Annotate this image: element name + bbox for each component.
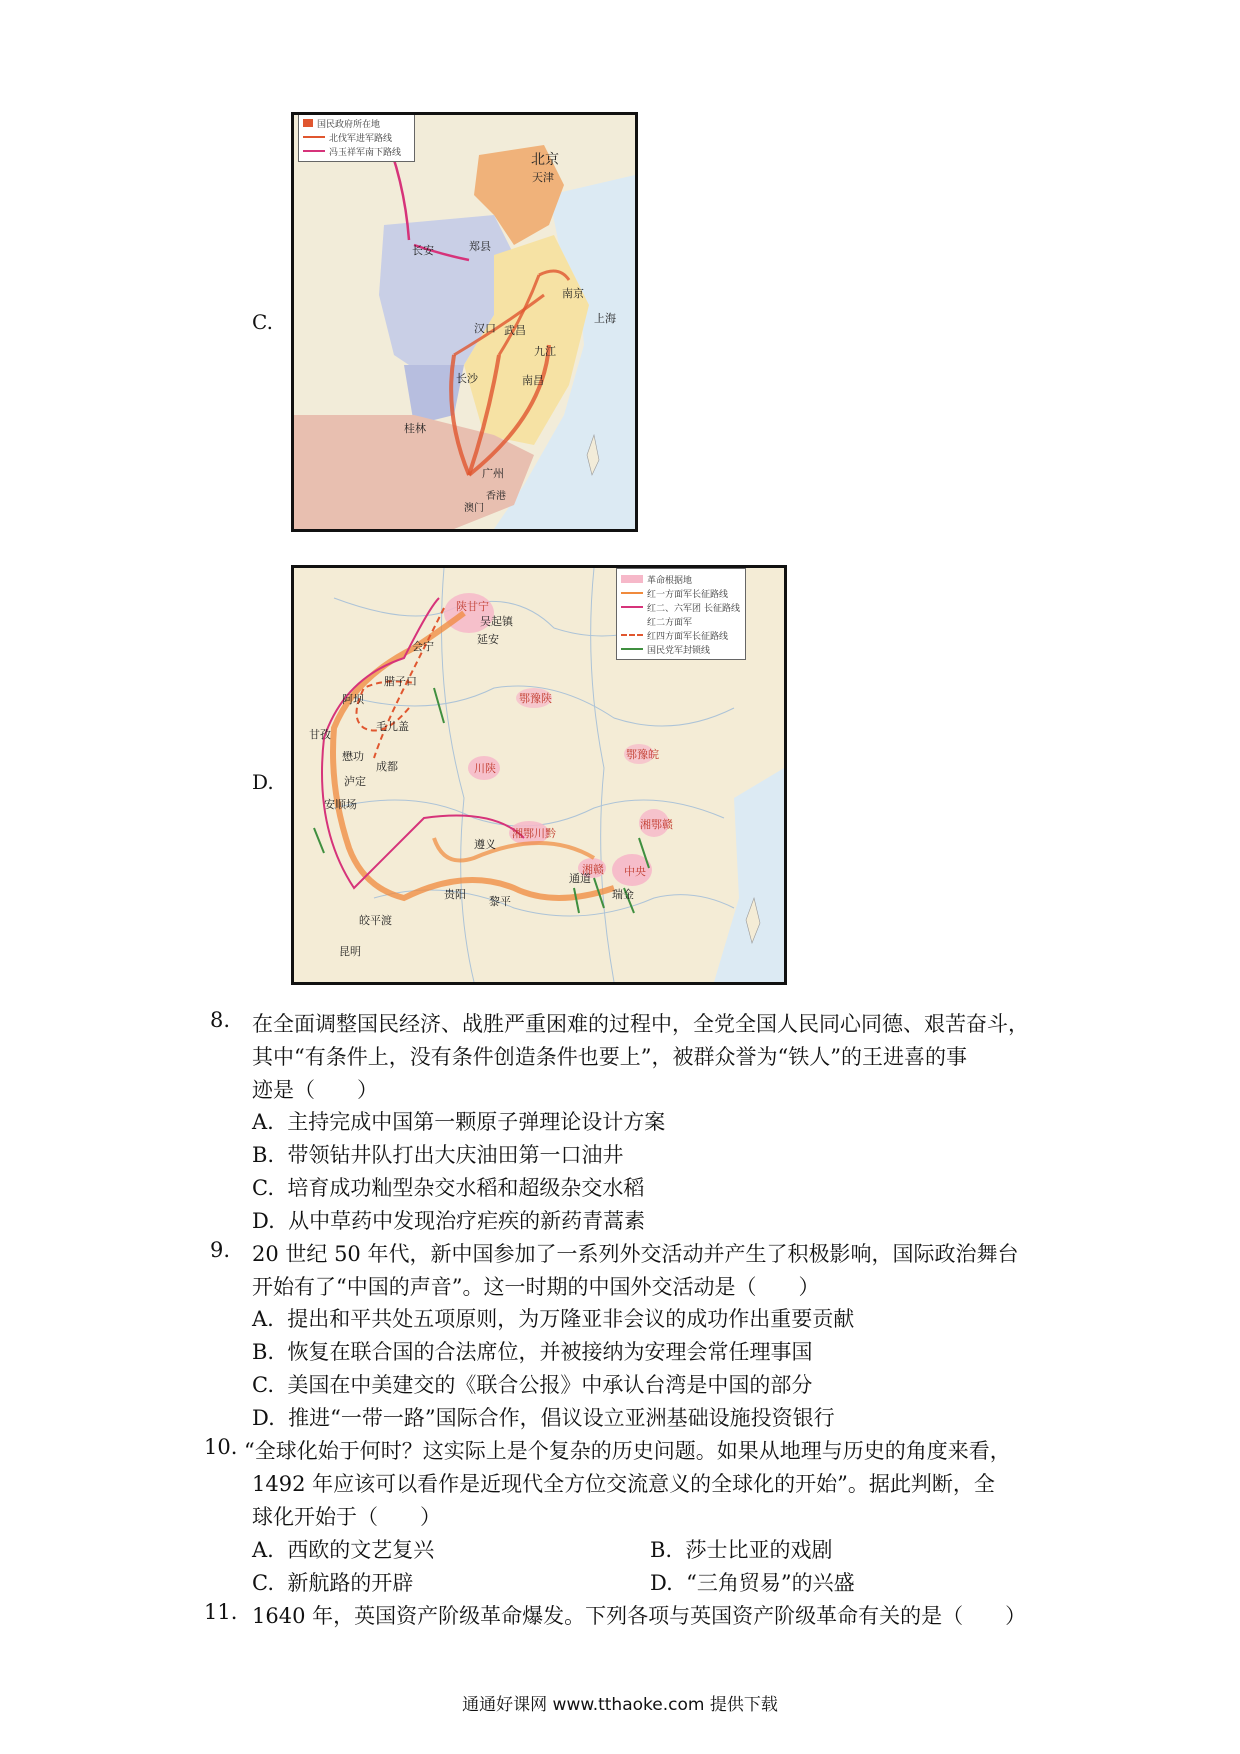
region-label: 鄂豫皖 [626, 748, 659, 761]
city-label: 汉口 [474, 322, 496, 335]
city-label: 甘孜 [309, 728, 331, 741]
q8-option-c[interactable]: C. 培育成功籼型杂交水稻和超级杂交水稻 [252, 1176, 645, 1200]
q10-option-d[interactable]: D. “三角贸易”的兴盛 [650, 1571, 855, 1595]
option-d-label: D. [252, 770, 274, 794]
city-label: 懋功 [342, 750, 364, 763]
legend-item: 红一方面军长征路线 [617, 586, 745, 600]
q9-option-d[interactable]: D. 推进“一带一路”国际合作，倡议设立亚洲基础设施投资银行 [252, 1406, 835, 1430]
option-c-label: C. [252, 310, 273, 334]
city-label: 成都 [376, 760, 398, 773]
stem-line: 开始有了“中国的声音”。这一时期的中国外交活动是（ ） [252, 1275, 820, 1299]
region-label: 湘鄂赣 [640, 818, 673, 831]
legend-item: 革命根据地 [617, 572, 745, 586]
question-8-number: 8. [210, 1008, 231, 1032]
q9-option-a[interactable]: A. 提出和平共处五项原则，为万隆亚非会议的成功作出重要贡献 [252, 1307, 855, 1331]
city-label: 遵义 [474, 838, 496, 851]
city-label: 毛儿盖 [376, 720, 409, 733]
city-label: 长安 [412, 244, 434, 257]
question-9-stem [252, 1238, 1052, 1304]
legend-item: 红二、六军团 长征路线 [617, 600, 745, 614]
city-label: 昆明 [339, 945, 361, 958]
region-label: 川陕 [474, 762, 496, 775]
question-11-number: 11. [204, 1600, 238, 1624]
q9-option-b[interactable]: B. 恢复在联合国的合法席位，并被接纳为安理会常任理事国 [252, 1340, 813, 1364]
stem-line: 其中“有条件上，没有条件创造条件也要上”，被群众誉为“铁人”的王进喜的事 [252, 1045, 967, 1069]
city-label: 澳门 [464, 503, 484, 514]
city-label: 瑞金 [612, 888, 634, 901]
map-c-graphic [294, 115, 635, 529]
legend-item: 国民党军封锁线 [617, 642, 745, 656]
legend-item: 国民政府所在地 [299, 116, 414, 130]
city-label: 安顺场 [324, 798, 357, 811]
stem-line: 球化开始于（ ） [252, 1505, 441, 1529]
map-d-legend [616, 568, 746, 660]
city-label: 黎平 [489, 895, 511, 908]
region-label: 鄂豫陕 [519, 692, 552, 705]
city-label: 南京 [562, 287, 584, 300]
map-long-march [291, 565, 787, 985]
stem-line: 在全面调整国民经济、战胜严重困难的过程中，全党全国人民同心同德、艰苦奋斗， [252, 1012, 1029, 1036]
city-label: 九江 [534, 345, 556, 358]
map-northern-expedition [291, 112, 638, 532]
q10-option-a[interactable]: A. 西欧的文艺复兴 [252, 1538, 435, 1562]
legend-item: 红二方面军 [647, 617, 693, 628]
question-8-stem [252, 1008, 1052, 1107]
q8-option-a[interactable]: A. 主持完成中国第一颗原子弹理论设计方案 [252, 1110, 666, 1134]
stem-line: 迹是（ ） [252, 1078, 378, 1102]
city-label: 郑县 [469, 240, 491, 253]
stem-line: 1492 年应该可以看作是近现代全方位交流意义的全球化的开始”。据此判断，全 [252, 1472, 995, 1496]
page-footer: 通通好课网 www.tthaoke.com 提供下载 [462, 1695, 778, 1715]
question-9-number: 9. [210, 1238, 231, 1262]
legend-item: 北伐军进军路线 [299, 130, 414, 144]
city-label: 武昌 [504, 324, 526, 337]
region-label: 湘鄂川黔 [512, 827, 556, 840]
region-label: 湘赣 [582, 863, 604, 876]
city-label: 北京 [531, 152, 559, 168]
city-label: 腊子口 [384, 675, 417, 688]
city-label: 皎平渡 [359, 914, 392, 927]
legend-item: 红四方面军长征路线 [617, 628, 745, 642]
city-label: 广州 [482, 467, 504, 480]
q9-option-c[interactable]: C. 美国在中美建交的《联合公报》中承认台湾是中国的部分 [252, 1373, 813, 1397]
q8-option-b[interactable]: B. 带领钻井队打出大庆油田第一口油井 [252, 1143, 624, 1167]
city-label: 天津 [532, 171, 554, 184]
question-10-number: 10. [204, 1435, 238, 1459]
city-label: 香港 [486, 491, 506, 502]
city-label: 吴起镇 [480, 615, 513, 628]
region-label: 中央 [624, 865, 646, 878]
q8-option-d[interactable]: D. 从中草药中发现治疗疟疾的新药青蒿素 [252, 1209, 646, 1233]
city-label: 通道 [569, 872, 591, 885]
city-label: 泸定 [344, 775, 366, 788]
legend-item: 冯玉祥军南下路线 [299, 144, 414, 158]
q10-option-b[interactable]: B. 莎士比亚的戏剧 [650, 1538, 833, 1562]
city-label: 南昌 [522, 374, 544, 387]
stem-line: 20 世纪 50 年代，新中国参加了一系列外交活动并产生了积极影响，国际政治舞台 [252, 1242, 1019, 1266]
city-label: 延安 [477, 633, 499, 646]
map-c-legend [298, 112, 415, 162]
region-label: 陕甘宁 [456, 600, 489, 613]
q10-option-c[interactable]: C. 新航路的开辟 [252, 1571, 414, 1595]
city-label: 桂林 [404, 422, 426, 435]
city-label: 阿坝 [342, 693, 364, 706]
question-10-stem [244, 1435, 1072, 1534]
city-label: 上海 [594, 312, 616, 325]
question-11-stem: 1640 年，英国资产阶级革命爆发。下列各项与英国资产阶级革命有关的是（ ） [252, 1604, 1027, 1628]
city-label: 会宁 [412, 640, 434, 653]
city-label: 长沙 [456, 372, 478, 385]
stem-line: “全球化始于何时？这实际上是个复杂的历史问题。如果从地理与历史的角度来看， [244, 1439, 1011, 1463]
city-label: 贵阳 [444, 888, 466, 901]
